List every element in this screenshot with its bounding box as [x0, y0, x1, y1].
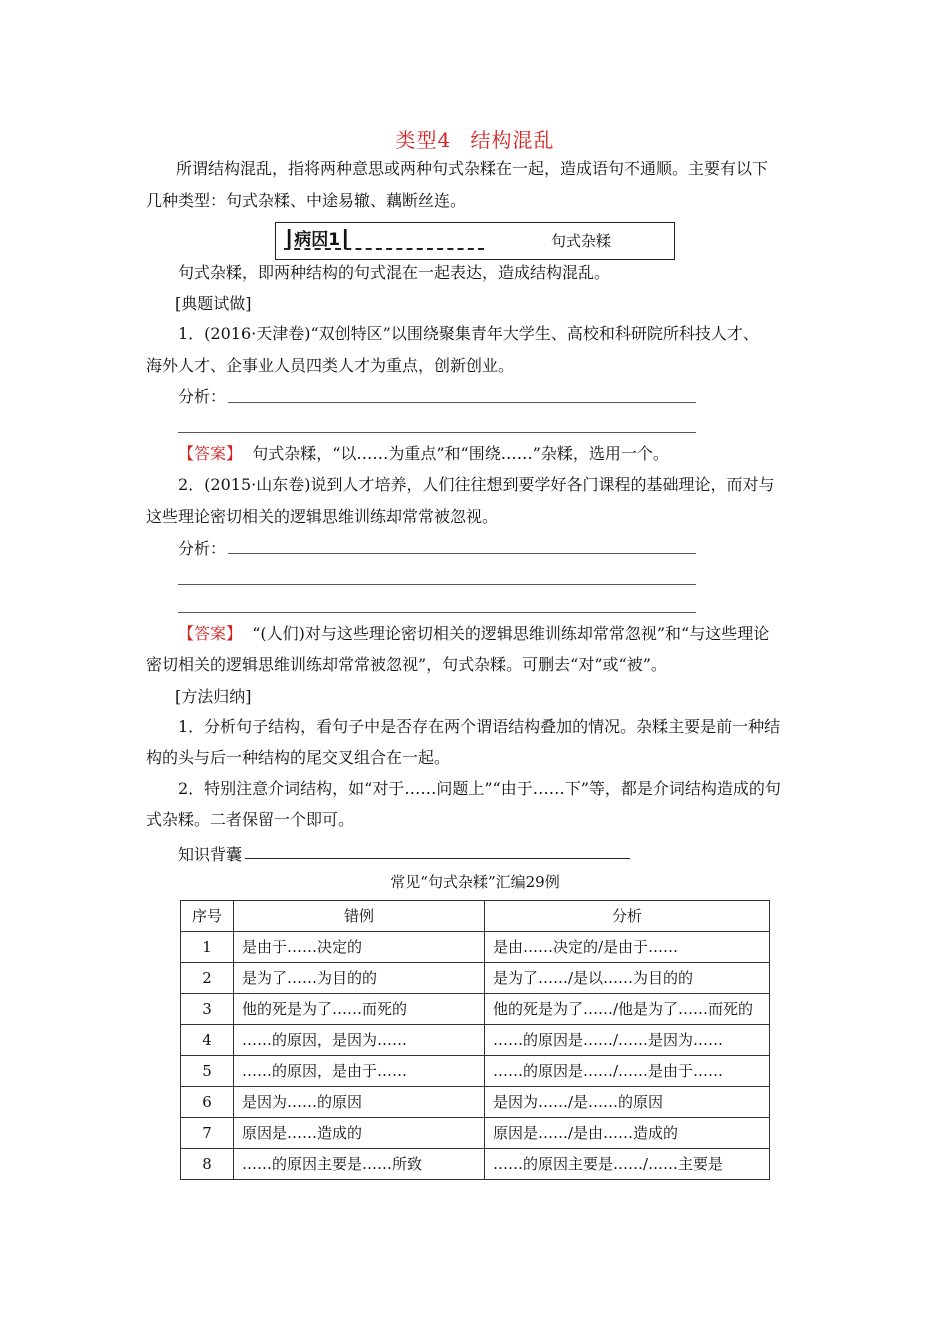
table-row [181, 1118, 770, 1149]
question-2-line-2: 这些理论密切相关的逻辑思维训练却常常被忽视。 [146, 507, 499, 526]
table-row [181, 1087, 770, 1118]
question-1-line-1: 1．(2016·天津卷)“双创特区”以围绕聚集青年大学生、高校和科研院所科技人才、 [178, 324, 759, 343]
row-analysis: 是为了……/是以……为目的的 [485, 963, 770, 994]
answer-blank-line [178, 432, 696, 433]
knowledge-underline [245, 858, 630, 859]
answer-label: 【答案】 [178, 444, 243, 463]
cause-box [275, 222, 675, 260]
section-title-text: 结构混乱 [470, 128, 555, 152]
answer-1 [178, 443, 669, 465]
row-error: 是为了……为目的的 [234, 963, 485, 994]
row-number: 3 [181, 994, 234, 1025]
examples-table [180, 900, 770, 1180]
row-error: ……的原因，是由于…… [234, 1056, 485, 1087]
row-analysis: 是因为……/是……的原因 [485, 1087, 770, 1118]
row-number: 4 [181, 1025, 234, 1056]
table-row [181, 1149, 770, 1180]
section-type-label: 类型4 [395, 128, 452, 152]
header-error: 错例 [234, 901, 485, 932]
answer-2-line-2: 密切相关的逻辑思维训练却常常被忽视”，句式杂糅。可删去“对”或“被”。 [146, 655, 667, 674]
question-2-line-1: 2．(2015·山东卷)说到人才培养，人们往往想到要学好各门课程的基础理论，而对与 [178, 475, 775, 494]
answer-blank-line [228, 402, 696, 403]
question-2-analysis-label: 分析： [178, 539, 227, 558]
section-title [0, 124, 950, 153]
row-number: 1 [181, 932, 234, 963]
question-1-analysis-label: 分析： [178, 387, 227, 406]
row-error: ……的原因，是因为…… [234, 1025, 485, 1056]
method-1-line-2: 构的头与后一种结构的尾交叉组合在一起。 [146, 748, 451, 767]
answer-label: 【答案】 [178, 624, 243, 643]
table-row [181, 1056, 770, 1087]
method-1-line-1: 1．分析句子结构，看句子中是否存在两个谓语结构叠加的情况。杂糅主要是前一种结 [178, 717, 781, 736]
intro-line-1: 所谓结构混乱，指将两种意思或两种句式杂糅在一起，造成语句不通顺。主要有以下 [176, 159, 769, 178]
row-error: ……的原因主要是……所致 [234, 1149, 485, 1180]
table-header-row [181, 901, 770, 932]
row-number: 5 [181, 1056, 234, 1087]
row-analysis: 原因是……/是由……造成的 [485, 1118, 770, 1149]
table-row [181, 994, 770, 1025]
answer-2-line-1 [178, 623, 769, 645]
cause-tag: ┃病因1┃ [284, 230, 351, 250]
row-analysis: ……的原因是……/……是由于…… [485, 1056, 770, 1087]
header-number: 序号 [181, 901, 234, 932]
knowledge-label: 知识背囊 [178, 845, 243, 864]
table-row [181, 932, 770, 963]
cause-label: 句式杂糅 [551, 232, 612, 250]
row-analysis: ……的原因主要是……/……主要是 [485, 1149, 770, 1180]
cause-tag-dashes [284, 248, 484, 250]
definition-text: 句式杂糅，即两种结构的句式混在一起表达，造成结构混乱。 [178, 263, 611, 282]
row-error: 原因是……造成的 [234, 1118, 485, 1149]
intro-line-2: 几种类型：句式杂糅、中途易辙、藕断丝连。 [146, 191, 467, 210]
row-error: 他的死是为了……而死的 [234, 994, 485, 1025]
row-error: 是因为……的原因 [234, 1087, 485, 1118]
table-row [181, 1025, 770, 1056]
row-error: 是由于……决定的 [234, 932, 485, 963]
question-1-line-2: 海外人才、企事业人员四类人才为重点，创新创业。 [146, 356, 515, 375]
table-row [181, 963, 770, 994]
section-method-heading: [方法归纳] [175, 687, 252, 706]
row-number: 7 [181, 1118, 234, 1149]
row-analysis: 是由……决定的/是由于…… [485, 932, 770, 963]
header-analysis: 分析 [485, 901, 770, 932]
row-number: 6 [181, 1087, 234, 1118]
row-analysis: ……的原因是……/……是因为…… [485, 1025, 770, 1056]
row-number: 2 [181, 963, 234, 994]
answer-1-text: 句式杂糅，“以……为重点”和“围绕……”杂糅，选用一个。 [252, 444, 669, 463]
answer-blank-line [178, 612, 696, 613]
section-example-heading: [典题试做] [175, 294, 252, 313]
answer-blank-line [178, 584, 696, 585]
answer-blank-line [228, 553, 696, 554]
method-2-line-2: 式杂糅。二者保留一个即可。 [146, 810, 355, 829]
row-analysis: 他的死是为了……/他是为了……而死的 [485, 994, 770, 1025]
table-caption: 常见“句式杂糅”汇编29例 [390, 873, 560, 891]
answer-2-text-1: “(人们)对与这些理论密切相关的逻辑思维训练却常常忽视”和“与这些理论 [252, 624, 770, 643]
method-2-line-1: 2．特别注意介词结构，如“对于……问题上”“由于……下”等，都是介词结构造成的句 [178, 779, 781, 798]
row-number: 8 [181, 1149, 234, 1180]
